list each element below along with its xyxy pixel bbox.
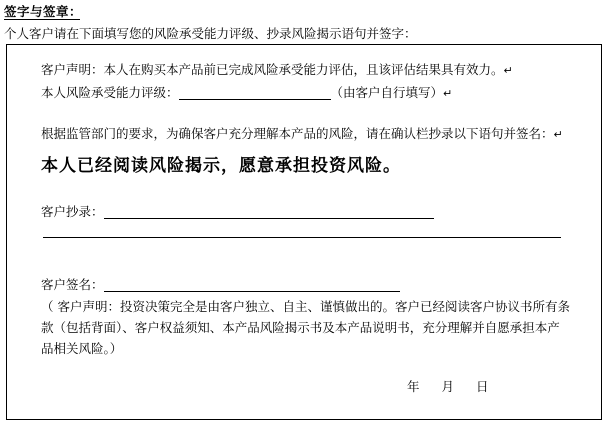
declaration-box [6,44,602,420]
page-title: 签字与签章： [4,4,83,19]
spacer-1 [41,105,571,123]
transcribe-input-blank[interactable] [104,204,434,219]
rating-label: 本人风险承受能力评级： [41,85,179,100]
spacer-4 [41,238,571,256]
signature-label: 客户签名： [41,277,104,292]
date-row [407,377,511,395]
transcribe-label: 客户抄录： [41,204,104,219]
rating-input-blank[interactable] [179,85,331,100]
instruction-text: 根据监管部门的要求，为确保客户充分理解本产品的风险，请在确认栏抄录以下语句并签名： [41,126,554,141]
month-label: 月 [441,379,477,394]
declaration-content [41,59,571,359]
page-title-underline [4,19,80,20]
declaration-text: 客户声明：本人在购买本产品前已完成风险承受能力评估，且该评估结果具有效力。 [41,62,504,77]
signature-line [41,274,571,296]
intro-text: 个人客户请在下面填写您的风险承受能力评级、抄录风险揭示语句并签字： [4,26,417,41]
signature-input-blank[interactable] [104,277,400,292]
declaration-line-1: 客户声明：本人在购买本产品前已完成风险承受能力评估，且该评估结果具有效力。↵ [41,62,513,77]
day-label: 日 [476,379,511,394]
spacer-5 [41,256,571,274]
year-label: 年 [407,379,442,394]
rating-line: 本人风险承受能力评级： （由客户自行填写）↵ [41,85,453,100]
rating-note: （由客户自行填写） [330,85,444,100]
spacer-2 [41,187,571,201]
signature-note: （ 客户声明：投资决策完全是由客户独立、自主、谨慎做出的。客户已经阅读客户协议书所有条款（包括背面）、客户权益须知、本产品风险揭示书及本产品说明书，充分理解并自愿承担本产品相关风险。） [41,299,570,356]
instruction-paragraph: 根据监管部门的要求，为确保客户充分理解本产品的风险，请在确认栏抄录以下语句并签名：↵ [41,126,563,141]
transcribe-line [41,201,571,223]
risk-statement: 本人已经阅读风险揭示，愿意承担投资风险。 [41,156,401,176]
spacer-3 [41,223,571,237]
